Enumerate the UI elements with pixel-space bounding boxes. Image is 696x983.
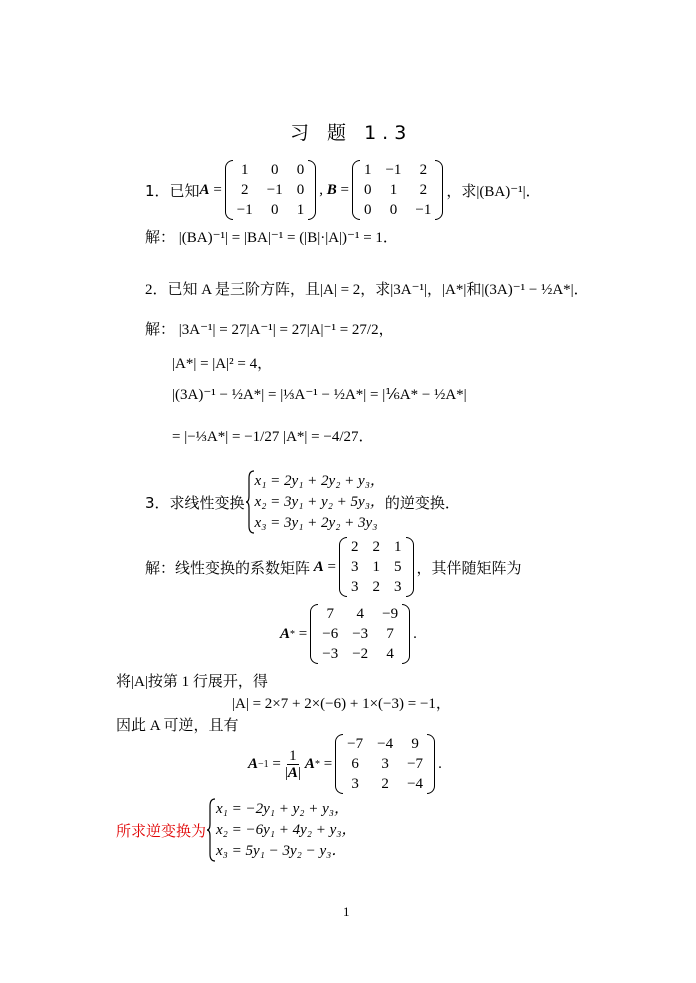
matrix-cell: 1 <box>389 181 398 198</box>
matrix-cell: 2 <box>381 775 389 792</box>
problem-2-line-1 <box>145 318 394 339</box>
adjugate-matrix <box>310 604 410 664</box>
problem-2-line-2: |A*| = |A|² = 4， <box>172 356 273 372</box>
problem-2-line-3: |(3A)⁻¹ − ½A*| = |⅓A⁻¹ − ½A*| = |⅙A* − ½A*| <box>172 387 467 403</box>
problem-1-ask: ，求|(BA)⁻¹|． <box>446 183 541 200</box>
matrix-cell: 5 <box>394 558 402 575</box>
matrix-cell: 0 <box>296 161 305 178</box>
matrix-b-label: B <box>326 181 337 198</box>
matrix-cell: −3 <box>352 625 369 642</box>
matrix-cell: 9 <box>411 735 419 752</box>
matrix-cell: 0 <box>363 201 372 218</box>
answer-block <box>116 798 357 862</box>
solution-label: 解： <box>145 320 176 338</box>
matrix-cell: 2 <box>419 161 428 178</box>
matrix-b <box>352 160 443 220</box>
page-number: 1 <box>343 904 350 919</box>
inverse-matrix <box>335 734 435 794</box>
matrix-cell: −7 <box>407 755 424 772</box>
matrix-cell: −3 <box>322 645 339 662</box>
matrix-cell: 3 <box>394 578 402 595</box>
matrix-cell: 3 <box>351 775 359 792</box>
matrix-cell: 4 <box>356 605 364 622</box>
matrix-a <box>225 160 316 220</box>
problem-1-solution <box>145 226 398 247</box>
matrix-cell: −9 <box>382 605 399 622</box>
problem-2-statement: 2．已知 A 是三阶方阵，且|A| = 2，求|3A⁻¹|，|A*|和|(3A)⁻¹ − ½A*|． <box>145 282 589 298</box>
expand-text: 将|A|按第 1 行展开，得 <box>116 674 268 690</box>
equation-line: x₁ = 2y₁ + 2y₂ + y₃， <box>254 472 385 489</box>
solution-label: 解： <box>145 228 176 246</box>
matrix-cell: 2 <box>372 538 381 555</box>
adjugate-text: ，其伴随矩阵为 <box>416 558 522 577</box>
matrix-cell: −4 <box>377 735 394 752</box>
matrix-cell: 3 <box>351 558 359 575</box>
matrix-cell: 0 <box>270 201 279 218</box>
matrix-cell: 0 <box>296 181 305 198</box>
matrix-cell: 3 <box>381 755 389 772</box>
problem-3-suffix: 的逆变换． <box>384 493 460 512</box>
matrix-cell: −1 <box>236 201 253 218</box>
problem-3-solution-1: 解： 线性变换的系数矩阵 A = 2 2 1 3 1 5 3 2 3 ，其伴随矩阵为 <box>145 537 522 597</box>
answer-equations <box>216 799 356 862</box>
matrix-cell: 6 <box>351 755 359 772</box>
left-brace-icon <box>206 798 216 862</box>
solution-label: 解： <box>145 558 176 577</box>
matrix-cell: −4 <box>407 775 424 792</box>
matrix-cell: −1 <box>266 181 283 198</box>
equation-system <box>255 471 385 534</box>
matrix-cell: 7 <box>386 625 394 642</box>
solution-text: |(BA)⁻¹| = |BA|⁻¹ = (|B|·|A|)⁻¹ = 1． <box>178 230 398 246</box>
matrix-cell: −1 <box>415 201 432 218</box>
matrix-cell: 2 <box>372 578 381 595</box>
matrix-cell: −6 <box>322 625 339 642</box>
left-brace-icon <box>245 470 255 534</box>
matrix-cell: 0 <box>389 201 398 218</box>
problem-1: 1．已知 A = 1 0 0 2 −1 0 −1 0 1 , B = 1 −1 2 0 1 2 0 0 −1 ，求|(BA)⁻¹|． <box>145 160 541 220</box>
inverse-equation: A −1 = $\frac{1}{|A|}$ A * = −7 −4 9 6 3 −7 3 2 −4 . <box>248 734 442 794</box>
problem-3-statement <box>145 470 460 534</box>
page-title: 习 题 1.3 <box>290 122 413 144</box>
equation-line: x₂ = 3y₁ + y₂ + 5y₃， <box>254 493 385 510</box>
problem-1-prefix: 1．已知 <box>145 181 200 200</box>
equation-line: x₃ = 3y₁ + 2y₂ + 3y₃ <box>254 514 378 531</box>
matrix-cell: 1 <box>296 201 305 218</box>
solution-text: 线性变换的系数矩阵 <box>175 558 311 577</box>
adjugate-equation: A * = 7 4 −9 −6 −3 7 −3 −2 4 . <box>280 604 417 664</box>
problem-3-prefix: 3．求线性变换 <box>145 493 245 512</box>
equation-line: x₁ = −2y₁ + y₂ + y₃， <box>216 800 349 817</box>
matrix-cell: 3 <box>351 578 359 595</box>
matrix-cell: 0 <box>270 161 279 178</box>
matrix-cell: 2 <box>241 181 249 198</box>
matrix-cell: −7 <box>347 735 364 752</box>
equation-line: x₂ = −6y₁ + 4y₂ + y₃， <box>216 821 357 838</box>
problem-2-line-4: = |−⅓A*| = −1/27 |A*| = −4/27． <box>172 429 374 445</box>
equation-line: x₃ = 5y₁ − 3y₂ − y₃． <box>216 842 347 859</box>
solution-line: |3A⁻¹| = 27|A⁻¹| = 27|A|⁻¹ = 27/2， <box>178 322 394 338</box>
matrix-cell: −1 <box>385 161 402 178</box>
matrix-a-label: A <box>199 181 210 198</box>
determinant-line: |A| = 2×7 + 2×(−6) + 1×(−3) = −1， <box>232 696 451 712</box>
matrix-cell: −2 <box>352 645 369 662</box>
matrix-cell: 7 <box>326 605 334 622</box>
answer-label: 所求逆变换为 <box>116 821 207 840</box>
matrix-cell: 0 <box>363 181 372 198</box>
matrix-cell: 1 <box>394 538 402 555</box>
invertible-text: 因此 A 可逆，且有 <box>116 718 239 734</box>
matrix-cell: 1 <box>363 161 372 178</box>
matrix-cell: 1 <box>241 161 249 178</box>
matrix-cell: 1 <box>372 558 381 575</box>
matrix-cell: 4 <box>386 645 394 662</box>
coefficient-matrix <box>339 537 414 597</box>
matrix-cell: 2 <box>351 538 359 555</box>
matrix-cell: 2 <box>419 181 428 198</box>
